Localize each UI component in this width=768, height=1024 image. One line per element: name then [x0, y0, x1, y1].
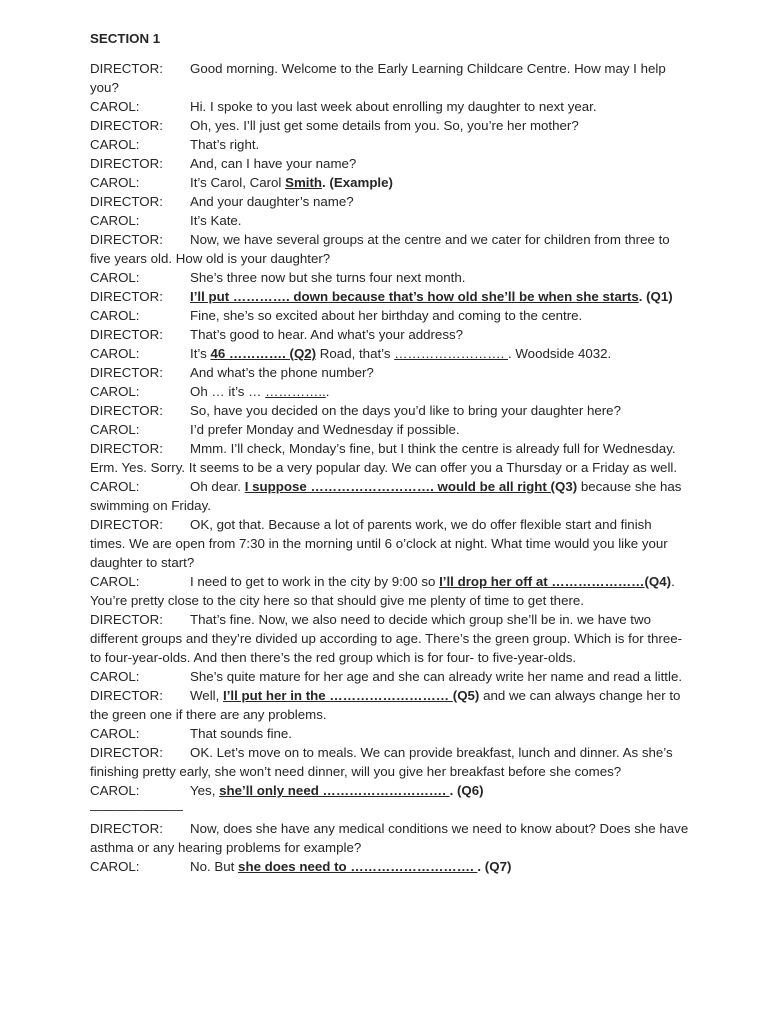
answer-prompt: I’ll drop her off at ………………… [439, 574, 645, 589]
speaker-label: CAROL: [90, 99, 140, 114]
dialogue-text: Well, [190, 688, 224, 703]
dialogue-line [90, 306, 690, 325]
dialogue-text: And, can I have your name? [190, 156, 357, 171]
dialogue-line [90, 401, 690, 420]
dialogue-text: That’s right. [190, 137, 260, 152]
dialogue-line [90, 154, 690, 173]
speaker-label: CAROL: [90, 384, 140, 399]
speaker-label: DIRECTOR: [90, 821, 163, 836]
dialogue-text: That’s good to hear. And what’s your address? [190, 327, 464, 342]
dialogue-text: And your daughter’s name? [190, 194, 354, 209]
dialogue-text: No. But [190, 859, 239, 874]
dialogue-line [90, 610, 690, 667]
speaker-label: CAROL: [90, 669, 140, 684]
blank-field: ………….. [265, 384, 326, 399]
speaker-label: DIRECTOR: [90, 745, 163, 760]
section-title: SECTION 1 [90, 31, 161, 46]
dialogue-line [90, 420, 690, 439]
dialogue-line [90, 344, 690, 363]
dialogue-line [90, 477, 690, 515]
speaker-label: CAROL: [90, 479, 140, 494]
dialogue-text: Hi. I spoke to you last week about enrolling my daughter to next year. [190, 99, 597, 114]
speaker-label: CAROL: [90, 270, 140, 285]
dialogue-line [90, 781, 690, 800]
dialogue-line [90, 363, 690, 382]
dialogue-text: . [325, 384, 330, 399]
dialogue-line [90, 667, 690, 686]
question-number: . (Q7) [477, 859, 512, 874]
dialogue-text: . You’re pretty close to the city here so that should give me plenty of time to get there. [90, 574, 679, 608]
dialogue-text: . Woodside 4032. [507, 346, 612, 361]
dialogue-line [90, 572, 690, 610]
dialogue-line [90, 800, 690, 819]
dialogue-line [90, 116, 690, 135]
dialogue-line [90, 173, 690, 192]
dialogue-line [90, 97, 690, 116]
answer-prompt: 46 …………. (Q2) [210, 346, 317, 361]
speaker-label: CAROL: [90, 175, 140, 190]
question-number: (Q5) [452, 688, 480, 703]
transcript-document [90, 29, 690, 876]
dialogue-text: Now, we have several groups at the centre and we cater for children from three to five years old. How old is your daughter? [90, 232, 674, 266]
dialogue-text: It’s Carol, Carol [190, 175, 286, 190]
question-number: . (Q1) [638, 289, 673, 304]
dialogue-line [90, 857, 690, 876]
dialogue-line [90, 325, 690, 344]
speaker-label: DIRECTOR: [90, 441, 163, 456]
separator-rule: ——————— [90, 802, 184, 817]
dialogue-text: OK. Let’s move on to meals. We can provide breakfast, lunch and dinner. As she’s finishing pretty early, she won’t need dinner, will you give her breakfast before she comes? [90, 745, 677, 779]
dialogue-line [90, 211, 690, 230]
speaker-label: CAROL: [90, 422, 140, 437]
speaker-label: DIRECTOR: [90, 61, 163, 76]
question-number: Q3) [554, 479, 581, 494]
speaker-label: CAROL: [90, 213, 140, 228]
dialogue-text: And what’s the phone number? [190, 365, 374, 380]
dialogue-line [90, 686, 690, 724]
dialogue-text: It’s [190, 346, 211, 361]
dialogue-line [90, 382, 690, 401]
dialogue-text: and we can always change her to the green one if there are any problems. [90, 688, 685, 722]
speaker-label: DIRECTOR: [90, 688, 163, 703]
dialogue-text: Now, does she have any medical conditions we need to know about? Does she have asthma or any hearing problems for example? [90, 821, 692, 855]
dialogue-text: That’s fine. Now, we also need to decide which group she’ll be in. we have two different groups and they’re divided up according to age. There’s the green group. Which is for three- to four-year-olds. And then there’s the red group which is for four- to five-year-olds. [90, 612, 686, 665]
answer-prompt: she’ll only need ………………………. [219, 783, 450, 798]
dialogue-text: I’d prefer Monday and Wednesday if possible. [190, 422, 460, 437]
dialogue-line [90, 268, 690, 287]
speaker-label: CAROL: [90, 137, 140, 152]
question-number: . (Q6) [449, 783, 484, 798]
speaker-label: DIRECTOR: [90, 289, 163, 304]
answer-prompt: I suppose ………………………. would be all right ( [244, 479, 555, 494]
speaker-label: DIRECTOR: [90, 156, 163, 171]
dialogue-line [90, 59, 690, 97]
dialogue-line [90, 819, 690, 857]
answer-prompt: I’ll put her in the ……………………… [223, 688, 453, 703]
dialogue-line [90, 287, 690, 306]
dialogue-text: Fine, she’s so excited about her birthday and coming to the centre. [190, 308, 583, 323]
speaker-label: CAROL: [90, 726, 140, 741]
speaker-label: DIRECTOR: [90, 327, 163, 342]
dialogue-text: because she has swimming on Friday. [90, 479, 686, 513]
speaker-label: DIRECTOR: [90, 403, 163, 418]
dialogue-line [90, 515, 690, 572]
dialogue-text: Road, that’s [316, 346, 395, 361]
speaker-label: CAROL: [90, 574, 140, 589]
speaker-label: CAROL: [90, 859, 140, 874]
dialogue-text: It’s Kate. [190, 213, 242, 228]
speaker-label: DIRECTOR: [90, 194, 163, 209]
dialogue-text: I need to get to work in the city by 9:00 so [190, 574, 440, 589]
dialogue-line [90, 230, 690, 268]
speaker-label: CAROL: [90, 308, 140, 323]
speaker-label: CAROL: [90, 783, 140, 798]
answer-prompt: I’ll put …………. down because that’s how old she’ll be when she starts [190, 289, 639, 304]
speaker-label: DIRECTOR: [90, 118, 163, 133]
dialogue-line [90, 192, 690, 211]
dialogue-text: She’s three now but she turns four next month. [190, 270, 466, 285]
speaker-label: CAROL: [90, 346, 140, 361]
dialogue-line [90, 743, 690, 781]
blank-field: ……………………. [394, 346, 508, 361]
speaker-label: DIRECTOR: [90, 365, 163, 380]
speaker-label: DIRECTOR: [90, 612, 163, 627]
dialogue-line [90, 439, 690, 477]
question-number: (Q4) [644, 574, 672, 589]
dialogue-text: Mmm. I’ll check, Monday’s fine, but I think the centre is already full for Wednesday. Erm. Yes. Sorry. It seems to be a very popular day. We can offer you a Thursday or a Friday as well. [90, 441, 680, 475]
dialogue-text: Good morning. Welcome to the Early Learning Childcare Centre. How may I help you? [90, 61, 670, 95]
dialogue-text: OK, got that. Because a lot of parents work, we do offer flexible start and finish times. We are open from 7:30 in the morning until 6 o’clock at night. What time would you like your daughter to start? [90, 517, 672, 570]
dialogue-lines [90, 59, 690, 876]
dialogue-text: So, have you decided on the days you’d like to bring your daughter here? [190, 403, 621, 418]
speaker-label: DIRECTOR: [90, 232, 163, 247]
answer-prompt: she does need to ………………………. [238, 859, 478, 874]
dialogue-text: She’s quite mature for her age and she can already write her name and read a little. [190, 669, 683, 684]
dialogue-text: Oh … it’s … [190, 384, 266, 399]
dialogue-line [90, 135, 690, 154]
dialogue-line [90, 724, 690, 743]
answer-prompt: Smith [285, 175, 323, 190]
dialogue-text: Yes, [190, 783, 220, 798]
dialogue-text: Oh, yes. I’ll just get some details from you. So, you’re her mother? [190, 118, 579, 133]
dialogue-text: Oh dear. [190, 479, 245, 494]
speaker-label: DIRECTOR: [90, 517, 163, 532]
dialogue-text: That sounds fine. [190, 726, 293, 741]
question-number: . (Example) [322, 175, 393, 190]
